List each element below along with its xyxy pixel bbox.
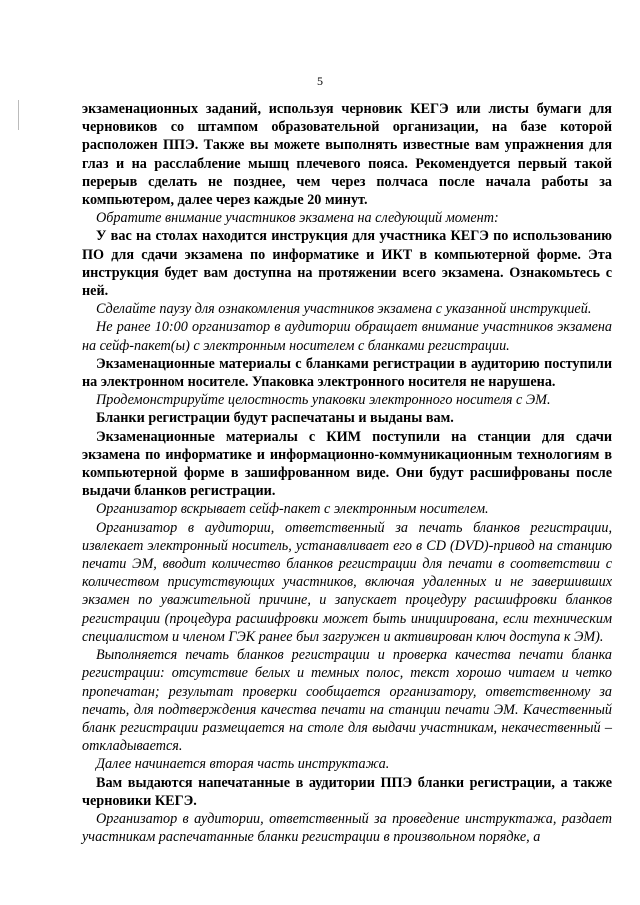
paragraph: Экзаменационные материалы с КИМ поступили на станции для сдачи экзамена по информатике и информационно-коммуникационным технологиям в компьютерной форме в зашифрованном виде. Они будут расшифрованы после выдачи бланков регистрации. — [82, 428, 612, 500]
paragraph: Продемонстрируйте целостность упаковки электронного носителя с ЭМ. — [96, 392, 551, 409]
scan-edge-mark — [18, 100, 19, 130]
paragraph: Выполняется печать бланков регистрации и проверка качества печати бланка регистрации: отсутствие белых и темных полос, текст хорошо читаем и четко пропечатан; результат проверки сообщается организатору, ответственному за печать, для подтверждения качества печати на станции печати ЭМ. Качественный бланк регистрации размещается на столе для выдачи участникам, некачественный – откладывается. — [82, 647, 612, 755]
page-number: 5 — [317, 74, 323, 88]
paragraph: Организатор в аудитории, ответственный за проведение инструктажа, раздает участникам распечатанные бланки регистрации в произвольном порядке, а — [82, 810, 612, 846]
paragraph: Далее начинается вторая часть инструктажа. — [96, 756, 390, 773]
paragraph: Обратите внимание участников экзамена на следующий момент: — [96, 210, 499, 227]
document-body — [82, 100, 612, 846]
paragraph: Сделайте паузу для ознакомления участников экзамена с указанной инструкцией. — [96, 301, 592, 318]
paragraph: экзаменационных заданий, используя черновик КЕГЭ или листы бумаги для черновиков со штампом образовательной организации, на базе которой расположен ППЭ. Также вы можете выполнять известные вам упражнения для глаз и на расслабление мышц плечевого пояса. Рекомендуется первый такой перерыв сделать не позднее, чем через полчаса после начала работы за компьютером, далее через каждые 20 минут. — [82, 101, 612, 209]
paragraph: Не ранее 10:00 организатор в аудитории обращает внимание участников экзамена на сейф-пакет(ы) с электронным носителем с бланками регистрации. — [82, 319, 612, 354]
paragraph: Организатор вскрывает сейф-пакет с электронным носителем. — [96, 501, 489, 518]
paragraph: Бланки регистрации будут распечатаны и выданы вам. — [96, 410, 454, 427]
paragraph: Экзаменационные материалы с бланками регистрации в аудиторию поступили на электронном носителе. Упаковка электронного носителя не нарушена. — [82, 355, 612, 391]
paragraph: У вас на столах находится инструкция для участника КЕГЭ по использованию ПО для сдачи экзамена по информатике и ИКТ в компьютерной форме. Эта инструкция будет вам доступна на протяжении всего экзамена. Ознакомьтесь с ней. — [82, 228, 612, 300]
paragraph: Организатор в аудитории, ответственный за печать бланков регистрации, извлекает электронный носитель, устанавливает его в CD (DVD)-привод на станцию печати ЭМ, вводит количество бланков регистрации для печати в соответствии с количеством присутствующих участников, включая удаленных и не завершивших экзамен по уважительной причине, и запускает процедуру расшифровки бланков регистрации (процедура расшифровки может быть инициирована, если техническим специалистом и членом ГЭК ранее был загружен и активирован ключ доступа к ЭМ). — [82, 519, 612, 645]
paragraph: Вам выдаются напечатанные в аудитории ППЭ бланки регистрации, а также черновики КЕГЭ. — [82, 774, 612, 809]
